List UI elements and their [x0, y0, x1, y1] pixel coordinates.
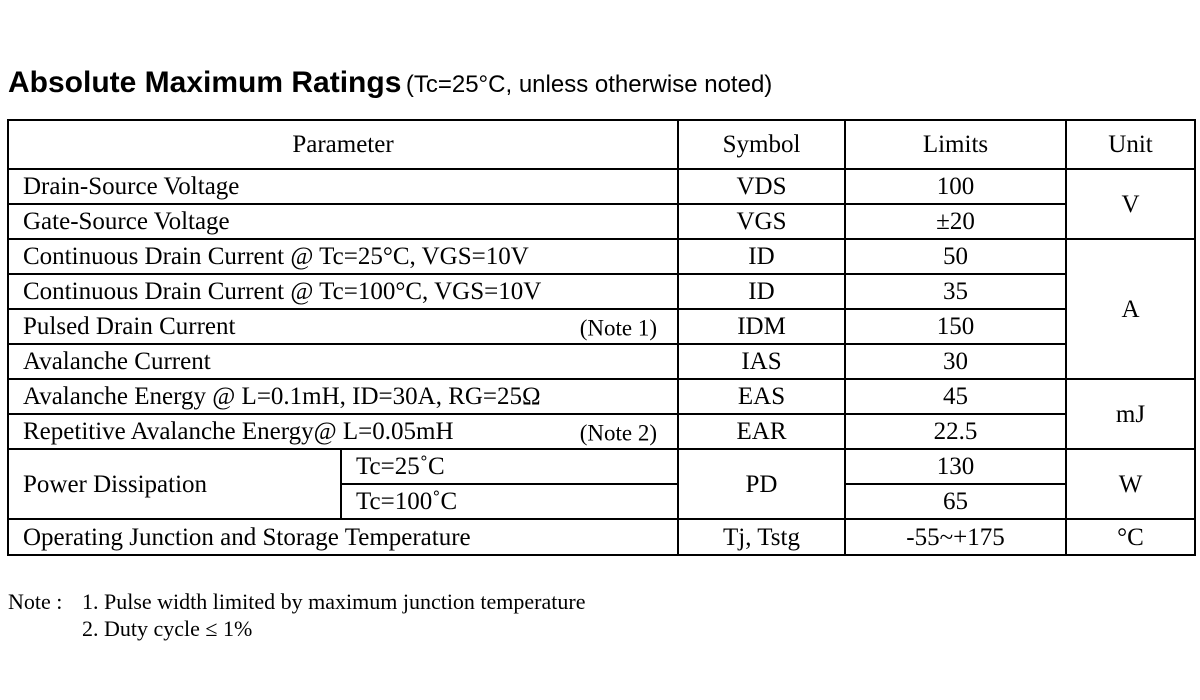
table-row	[8, 379, 1195, 414]
condition-cell: Tc=25˚C	[341, 449, 678, 484]
parameter-cell	[8, 414, 678, 449]
symbol-cell: IDM	[678, 309, 845, 344]
parameter-cell: Gate-Source Voltage	[8, 204, 678, 239]
parameter-text: Pulsed Drain Current	[23, 313, 236, 340]
unit-cell-energy: mJ	[1066, 379, 1195, 449]
parameter-cell: Drain-Source Voltage	[8, 169, 678, 204]
notes-label: Note :	[8, 589, 63, 614]
limit-cell: 100	[845, 169, 1066, 204]
header-symbol: Symbol	[678, 120, 845, 169]
table-row	[8, 239, 1195, 274]
symbol-cell: ID	[678, 239, 845, 274]
symbol-cell: ID	[678, 274, 845, 309]
note-reference: (Note 1)	[579, 314, 657, 340]
note-line	[8, 615, 585, 642]
symbol-cell: Tj, Tstg	[678, 519, 845, 555]
section-title	[8, 66, 772, 100]
table-row	[8, 309, 1195, 344]
symbol-cell: EAS	[678, 379, 845, 414]
parameter-cell: Avalanche Current	[8, 344, 678, 379]
parameter-cell: Avalanche Energy @ L=0.1mH, ID=30A, RG=25Ω	[8, 379, 678, 414]
unit-cell-temperature: °C	[1066, 519, 1195, 555]
unit-cell-power: W	[1066, 449, 1195, 519]
symbol-cell: VDS	[678, 169, 845, 204]
parameter-cell: Operating Junction and Storage Temperature	[8, 519, 678, 555]
limit-cell: 150	[845, 309, 1066, 344]
condition-cell: Tc=100˚C	[341, 484, 678, 519]
title-main: Absolute Maximum Ratings	[8, 66, 402, 99]
power-parameter-cell: Power Dissipation	[8, 449, 341, 519]
limit-cell: 35	[845, 274, 1066, 309]
table-row	[8, 169, 1195, 204]
table-header-row	[8, 120, 1195, 169]
unit-cell-voltage: V	[1066, 169, 1195, 239]
notes-section	[8, 588, 585, 642]
limit-cell: 22.5	[845, 414, 1066, 449]
table-row	[8, 274, 1195, 309]
title-condition: (Tc=25°C, unless otherwise noted)	[405, 71, 773, 98]
table-row	[8, 344, 1195, 379]
table-row	[8, 519, 1195, 555]
limit-cell: ±20	[845, 204, 1066, 239]
table-row	[8, 449, 1195, 484]
note-item: 1. Pulse width limited by maximum junction temperature	[82, 589, 586, 614]
symbol-cell: EAR	[678, 414, 845, 449]
table-row	[8, 204, 1195, 239]
header-unit: Unit	[1066, 120, 1195, 169]
parameter-cell	[8, 309, 678, 344]
limit-cell: -55~+175	[845, 519, 1066, 555]
header-parameter: Parameter	[8, 120, 678, 169]
symbol-cell: IAS	[678, 344, 845, 379]
limit-cell: 130	[845, 449, 1066, 484]
note-reference: (Note 2)	[579, 419, 657, 445]
limit-cell: 45	[845, 379, 1066, 414]
note-item: 2. Duty cycle ≤ 1%	[82, 616, 253, 641]
parameter-text: Repetitive Avalanche Energy@ L=0.05mH	[23, 418, 454, 445]
unit-cell-current: A	[1066, 239, 1195, 379]
limit-cell: 30	[845, 344, 1066, 379]
absolute-maximum-ratings-table	[7, 119, 1196, 556]
parameter-cell: Continuous Drain Current @ Tc=100°C, VGS=10V	[8, 274, 678, 309]
note-line	[8, 588, 585, 615]
symbol-cell: VGS	[678, 204, 845, 239]
limit-cell: 50	[845, 239, 1066, 274]
symbol-cell: PD	[678, 449, 845, 519]
limit-cell: 65	[845, 484, 1066, 519]
table-row	[8, 414, 1195, 449]
header-limits: Limits	[845, 120, 1066, 169]
parameter-cell: Continuous Drain Current @ Tc=25°C, VGS=10V	[8, 239, 678, 274]
